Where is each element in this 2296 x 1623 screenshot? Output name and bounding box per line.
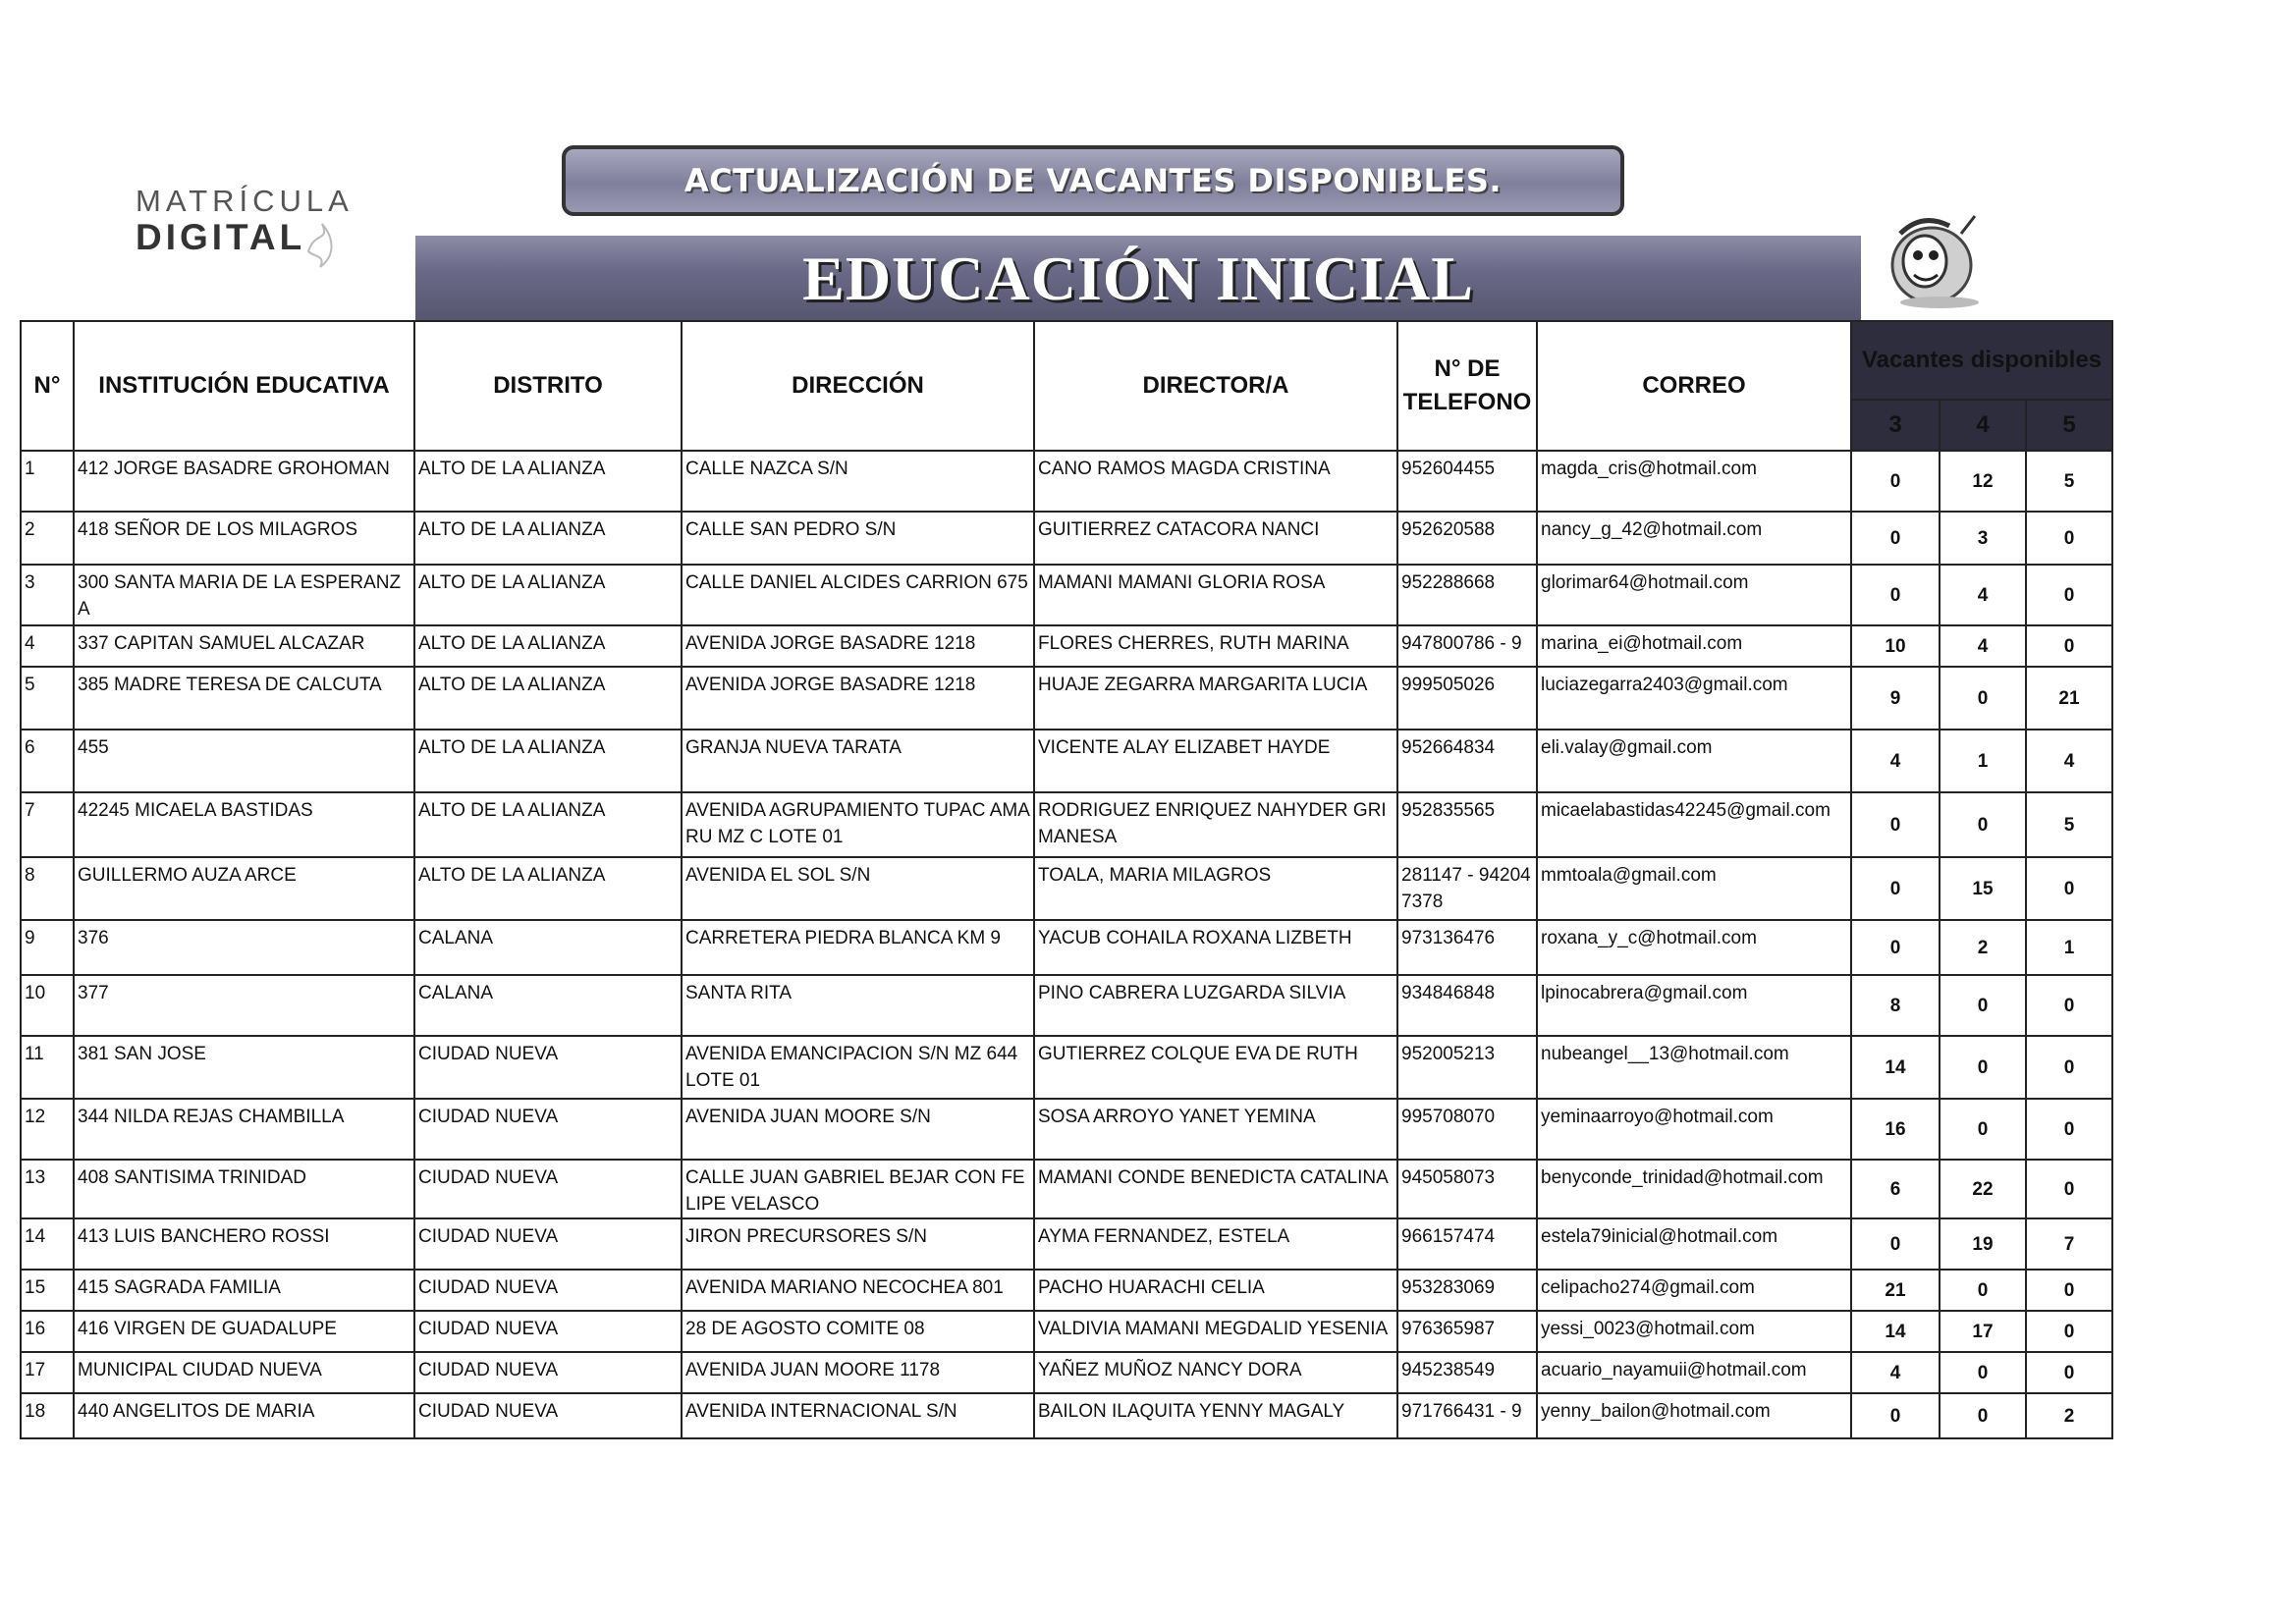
table-row bbox=[21, 512, 2112, 565]
cell-vac-5: 0 bbox=[2026, 1099, 2112, 1160]
cell-telefono: 995708070 bbox=[1397, 1099, 1537, 1160]
cell-vac-5: 0 bbox=[2026, 1352, 2112, 1393]
cell-n: 3 bbox=[21, 565, 74, 625]
cell-institucion: 416 VIRGEN DE GUADALUPE bbox=[74, 1311, 414, 1352]
cell-institucion: 408 SANTISIMA TRINIDAD bbox=[74, 1160, 414, 1218]
cell-correo: yenny_bailon@hotmail.com bbox=[1537, 1393, 1851, 1438]
cell-distrito: CIUDAD NUEVA bbox=[414, 1270, 682, 1311]
table-row bbox=[21, 1270, 2112, 1311]
cell-n: 10 bbox=[21, 975, 74, 1036]
cell-distrito: ALTO DE LA ALIANZA bbox=[414, 730, 682, 792]
cell-direccion: CALLE DANIEL ALCIDES CARRION 675 bbox=[682, 565, 1034, 625]
table-row bbox=[21, 1099, 2112, 1160]
cell-correo: estela79inicial@hotmail.com bbox=[1537, 1218, 1851, 1270]
cell-distrito: CIUDAD NUEVA bbox=[414, 1352, 682, 1393]
table-row bbox=[21, 857, 2112, 920]
banner-main-text: EDUCACIÓN INICIAL bbox=[802, 243, 1474, 313]
cell-vac-5: 21 bbox=[2026, 667, 2112, 730]
table-row bbox=[21, 1218, 2112, 1270]
cell-distrito: CALANA bbox=[414, 975, 682, 1036]
cell-distrito: CIUDAD NUEVA bbox=[414, 1036, 682, 1099]
cell-distrito: CIUDAD NUEVA bbox=[414, 1218, 682, 1270]
cell-telefono: 952005213 bbox=[1397, 1036, 1537, 1099]
cell-director: FLORES CHERRES, RUTH MARINA bbox=[1034, 625, 1397, 667]
header-vacantes: Vacantes disponibles bbox=[1851, 321, 2112, 400]
cell-correo: lpinocabrera@gmail.com bbox=[1537, 975, 1851, 1036]
cell-correo: micaelabastidas42245@gmail.com bbox=[1537, 792, 1851, 857]
cell-vac-3: 0 bbox=[1851, 857, 1940, 920]
header-correo: CORREO bbox=[1537, 321, 1851, 451]
table-row bbox=[21, 920, 2112, 975]
header-vac-4: 4 bbox=[1940, 400, 2026, 451]
banner-top-text: ACTUALIZACIÓN DE VACANTES DISPONIBLES. bbox=[683, 162, 1503, 199]
header-vac-3: 3 bbox=[1851, 400, 1940, 451]
table-row bbox=[21, 792, 2112, 857]
cell-distrito: CIUDAD NUEVA bbox=[414, 1311, 682, 1352]
cell-distrito: ALTO DE LA ALIANZA bbox=[414, 667, 682, 730]
header-telefono: N° DE TELEFONO bbox=[1397, 321, 1537, 451]
mascot-icon bbox=[1871, 204, 1989, 312]
cell-distrito: ALTO DE LA ALIANZA bbox=[414, 792, 682, 857]
cell-correo: magda_cris@hotmail.com bbox=[1537, 451, 1851, 512]
cell-vac-4: 4 bbox=[1940, 565, 2026, 625]
cell-vac-3: 16 bbox=[1851, 1099, 1940, 1160]
cell-vac-3: 14 bbox=[1851, 1036, 1940, 1099]
cell-direccion: AVENIDA INTERNACIONAL S/N bbox=[682, 1393, 1034, 1438]
cell-institucion: 300 SANTA MARIA DE LA ESPERANZA bbox=[74, 565, 414, 625]
cell-institucion: 413 LUIS BANCHERO ROSSI bbox=[74, 1218, 414, 1270]
table-row bbox=[21, 730, 2112, 792]
cell-n: 15 bbox=[21, 1270, 74, 1311]
header-vac-5: 5 bbox=[2026, 400, 2112, 451]
cell-vac-4: 3 bbox=[1940, 512, 2026, 565]
cell-correo: yeminaarroyo@hotmail.com bbox=[1537, 1099, 1851, 1160]
cell-director: CANO RAMOS MAGDA CRISTINA bbox=[1034, 451, 1397, 512]
cell-vac-3: 9 bbox=[1851, 667, 1940, 730]
cell-vac-4: 0 bbox=[1940, 1099, 2026, 1160]
cell-n: 16 bbox=[21, 1311, 74, 1352]
cell-correo: acuario_nayamuii@hotmail.com bbox=[1537, 1352, 1851, 1393]
cell-vac-4: 0 bbox=[1940, 1393, 2026, 1438]
cell-correo: marina_ei@hotmail.com bbox=[1537, 625, 1851, 667]
cell-director: VALDIVIA MAMANI MEGDALID YESENIA bbox=[1034, 1311, 1397, 1352]
cell-vac-3: 0 bbox=[1851, 1393, 1940, 1438]
cell-institucion: 381 SAN JOSE bbox=[74, 1036, 414, 1099]
cell-vac-4: 0 bbox=[1940, 667, 2026, 730]
cell-vac-5: 0 bbox=[2026, 625, 2112, 667]
cell-vac-5: 0 bbox=[2026, 1270, 2112, 1311]
cell-vac-4: 12 bbox=[1940, 451, 2026, 512]
cell-director: SOSA ARROYO YANET YEMINA bbox=[1034, 1099, 1397, 1160]
cell-n: 6 bbox=[21, 730, 74, 792]
cell-distrito: CALANA bbox=[414, 920, 682, 975]
cell-n: 12 bbox=[21, 1099, 74, 1160]
cell-telefono: 281147 - 942047378 bbox=[1397, 857, 1537, 920]
cell-institucion: 377 bbox=[74, 975, 414, 1036]
cell-director: GUITIERREZ CATACORA NANCI bbox=[1034, 512, 1397, 565]
cell-director: PACHO HUARACHI CELIA bbox=[1034, 1270, 1397, 1311]
cell-distrito: ALTO DE LA ALIANZA bbox=[414, 565, 682, 625]
cell-direccion: 28 DE AGOSTO COMITE 08 bbox=[682, 1311, 1034, 1352]
cell-vac-4: 2 bbox=[1940, 920, 2026, 975]
cell-vac-3: 0 bbox=[1851, 792, 1940, 857]
cell-correo: nubeangel__13@hotmail.com bbox=[1537, 1036, 1851, 1099]
cell-institucion: 440 ANGELITOS DE MARIA bbox=[74, 1393, 414, 1438]
cell-institucion: 455 bbox=[74, 730, 414, 792]
cell-vac-5: 0 bbox=[2026, 1160, 2112, 1218]
cell-n: 5 bbox=[21, 667, 74, 730]
cell-director: TOALA, MARIA MILAGROS bbox=[1034, 857, 1397, 920]
cell-vac-3: 6 bbox=[1851, 1160, 1940, 1218]
cell-correo: mmtoala@gmail.com bbox=[1537, 857, 1851, 920]
cell-telefono: 973136476 bbox=[1397, 920, 1537, 975]
header-direccion: DIRECCIÓN bbox=[682, 321, 1034, 451]
cell-telefono: 999505026 bbox=[1397, 667, 1537, 730]
cell-vac-4: 17 bbox=[1940, 1311, 2026, 1352]
cell-vac-4: 0 bbox=[1940, 1036, 2026, 1099]
cell-institucion: 385 MADRE TERESA DE CALCUTA bbox=[74, 667, 414, 730]
cell-director: VICENTE ALAY ELIZABET HAYDE bbox=[1034, 730, 1397, 792]
logo-line2: DIGITAL bbox=[136, 217, 306, 257]
cell-vac-5: 0 bbox=[2026, 512, 2112, 565]
cell-telefono: 952835565 bbox=[1397, 792, 1537, 857]
cell-vac-3: 0 bbox=[1851, 920, 1940, 975]
cell-telefono: 953283069 bbox=[1397, 1270, 1537, 1311]
cell-telefono: 934846848 bbox=[1397, 975, 1537, 1036]
cell-vac-5: 4 bbox=[2026, 730, 2112, 792]
cell-director: AYMA FERNANDEZ, ESTELA bbox=[1034, 1218, 1397, 1270]
cell-distrito: ALTO DE LA ALIANZA bbox=[414, 625, 682, 667]
cell-vac-5: 2 bbox=[2026, 1393, 2112, 1438]
cell-direccion: AVENIDA JUAN MOORE S/N bbox=[682, 1099, 1034, 1160]
cell-institucion: 415 SAGRADA FAMILIA bbox=[74, 1270, 414, 1311]
cell-direccion: JIRON PRECURSORES S/N bbox=[682, 1218, 1034, 1270]
cell-direccion: AVENIDA EL SOL S/N bbox=[682, 857, 1034, 920]
cell-vac-5: 5 bbox=[2026, 451, 2112, 512]
cell-telefono: 952620588 bbox=[1397, 512, 1537, 565]
cell-director: HUAJE ZEGARRA MARGARITA LUCIA bbox=[1034, 667, 1397, 730]
table-row bbox=[21, 451, 2112, 512]
cell-telefono: 971766431 - 9 bbox=[1397, 1393, 1537, 1438]
cell-vac-3: 4 bbox=[1851, 1352, 1940, 1393]
cell-vac-4: 1 bbox=[1940, 730, 2026, 792]
cell-institucion: 376 bbox=[74, 920, 414, 975]
cell-n: 14 bbox=[21, 1218, 74, 1270]
cell-director: BAILON ILAQUITA YENNY MAGALY bbox=[1034, 1393, 1397, 1438]
cell-institucion: 344 NILDA REJAS CHAMBILLA bbox=[74, 1099, 414, 1160]
table-row bbox=[21, 1352, 2112, 1393]
cell-vac-4: 19 bbox=[1940, 1218, 2026, 1270]
cell-vac-4: 0 bbox=[1940, 1270, 2026, 1311]
cell-telefono: 976365987 bbox=[1397, 1311, 1537, 1352]
cell-direccion: SANTA RITA bbox=[682, 975, 1034, 1036]
cell-director: MAMANI MAMANI GLORIA ROSA bbox=[1034, 565, 1397, 625]
cell-director: MAMANI CONDE BENEDICTA CATALINA bbox=[1034, 1160, 1397, 1218]
vacancies-table bbox=[20, 320, 2113, 1439]
cell-n: 8 bbox=[21, 857, 74, 920]
cell-correo: nancy_g_42@hotmail.com bbox=[1537, 512, 1851, 565]
cell-vac-3: 8 bbox=[1851, 975, 1940, 1036]
cell-n: 9 bbox=[21, 920, 74, 975]
cell-vac-4: 0 bbox=[1940, 975, 2026, 1036]
cell-telefono: 945238549 bbox=[1397, 1352, 1537, 1393]
cell-vac-3: 0 bbox=[1851, 1218, 1940, 1270]
cell-director: RODRIGUEZ ENRIQUEZ NAHYDER GRIMANESA bbox=[1034, 792, 1397, 857]
table-row bbox=[21, 1036, 2112, 1099]
cell-n: 17 bbox=[21, 1352, 74, 1393]
cell-telefono: 945058073 bbox=[1397, 1160, 1537, 1218]
table-row bbox=[21, 565, 2112, 625]
cell-n: 1 bbox=[21, 451, 74, 512]
cell-correo: eli.valay@gmail.com bbox=[1537, 730, 1851, 792]
table-row bbox=[21, 625, 2112, 667]
cell-vac-3: 0 bbox=[1851, 565, 1940, 625]
cell-distrito: ALTO DE LA ALIANZA bbox=[414, 451, 682, 512]
table-row bbox=[21, 1311, 2112, 1352]
cell-telefono: 952288668 bbox=[1397, 565, 1537, 625]
cell-director: YACUB COHAILA ROXANA LIZBETH bbox=[1034, 920, 1397, 975]
cell-n: 11 bbox=[21, 1036, 74, 1099]
table-row bbox=[21, 1393, 2112, 1438]
cell-direccion: AVENIDA MARIANO NECOCHEA 801 bbox=[682, 1270, 1034, 1311]
cell-vac-5: 0 bbox=[2026, 1311, 2112, 1352]
cell-direccion: CALLE NAZCA S/N bbox=[682, 451, 1034, 512]
cell-telefono: 952664834 bbox=[1397, 730, 1537, 792]
cell-direccion: CARRETERA PIEDRA BLANCA KM 9 bbox=[682, 920, 1034, 975]
header-n: N° bbox=[21, 321, 74, 451]
table-row bbox=[21, 667, 2112, 730]
cell-distrito: ALTO DE LA ALIANZA bbox=[414, 512, 682, 565]
table-row bbox=[21, 975, 2112, 1036]
cell-institucion: GUILLERMO AUZA ARCE bbox=[74, 857, 414, 920]
cell-vac-5: 0 bbox=[2026, 975, 2112, 1036]
cell-n: 4 bbox=[21, 625, 74, 667]
header-institucion: INSTITUCIÓN EDUCATIVA bbox=[74, 321, 414, 451]
cell-institucion: 412 JORGE BASADRE GROHOMAN bbox=[74, 451, 414, 512]
cell-vac-5: 5 bbox=[2026, 792, 2112, 857]
logo-line1: MATRÍCULA bbox=[136, 184, 354, 218]
cell-telefono: 952604455 bbox=[1397, 451, 1537, 512]
table-row bbox=[21, 1160, 2112, 1218]
cell-direccion: AVENIDA AGRUPAMIENTO TUPAC AMARU MZ C LOTE 01 bbox=[682, 792, 1034, 857]
cell-correo: roxana_y_c@hotmail.com bbox=[1537, 920, 1851, 975]
cell-vac-4: 0 bbox=[1940, 792, 2026, 857]
cell-vac-3: 14 bbox=[1851, 1311, 1940, 1352]
cell-correo: glorimar64@hotmail.com bbox=[1537, 565, 1851, 625]
banner-education-level bbox=[415, 236, 1861, 322]
cell-director: GUTIERREZ COLQUE EVA DE RUTH bbox=[1034, 1036, 1397, 1099]
cell-telefono: 966157474 bbox=[1397, 1218, 1537, 1270]
cell-vac-3: 0 bbox=[1851, 451, 1940, 512]
header-distrito: DISTRITO bbox=[414, 321, 682, 451]
cell-vac-4: 4 bbox=[1940, 625, 2026, 667]
cell-n: 13 bbox=[21, 1160, 74, 1218]
cell-vac-4: 0 bbox=[1940, 1352, 2026, 1393]
cell-vac-4: 15 bbox=[1940, 857, 2026, 920]
cell-distrito: CIUDAD NUEVA bbox=[414, 1393, 682, 1438]
cell-direccion: GRANJA NUEVA TARATA bbox=[682, 730, 1034, 792]
cell-vac-5: 0 bbox=[2026, 1036, 2112, 1099]
cell-n: 2 bbox=[21, 512, 74, 565]
cell-institucion: MUNICIPAL CIUDAD NUEVA bbox=[74, 1352, 414, 1393]
cell-distrito: CIUDAD NUEVA bbox=[414, 1160, 682, 1218]
banner-update-vacancies bbox=[562, 145, 1624, 216]
cell-institucion: 337 CAPITAN SAMUEL ALCAZAR bbox=[74, 625, 414, 667]
cell-n: 18 bbox=[21, 1393, 74, 1438]
cell-vac-5: 0 bbox=[2026, 565, 2112, 625]
cell-distrito: CIUDAD NUEVA bbox=[414, 1099, 682, 1160]
cell-direccion: AVENIDA JORGE BASADRE 1218 bbox=[682, 625, 1034, 667]
cell-correo: yessi_0023@hotmail.com bbox=[1537, 1311, 1851, 1352]
logo-flame-icon bbox=[301, 222, 340, 271]
cell-n: 7 bbox=[21, 792, 74, 857]
cell-direccion: CALLE SAN PEDRO S/N bbox=[682, 512, 1034, 565]
cell-vac-5: 0 bbox=[2026, 857, 2112, 920]
cell-vac-4: 22 bbox=[1940, 1160, 2026, 1218]
cell-institucion: 418 SEÑOR DE LOS MILAGROS bbox=[74, 512, 414, 565]
cell-vac-3: 4 bbox=[1851, 730, 1940, 792]
header-director: DIRECTOR/A bbox=[1034, 321, 1397, 451]
cell-distrito: ALTO DE LA ALIANZA bbox=[414, 857, 682, 920]
cell-vac-3: 0 bbox=[1851, 512, 1940, 565]
cell-director: YAÑEZ MUÑOZ NANCY DORA bbox=[1034, 1352, 1397, 1393]
cell-correo: celipacho274@gmail.com bbox=[1537, 1270, 1851, 1311]
cell-vac-5: 1 bbox=[2026, 920, 2112, 975]
cell-correo: luciazegarra2403@gmail.com bbox=[1537, 667, 1851, 730]
cell-direccion: CALLE JUAN GABRIEL BEJAR CON FELIPE VELASCO bbox=[682, 1160, 1034, 1218]
cell-vac-3: 21 bbox=[1851, 1270, 1940, 1311]
cell-direccion: AVENIDA JORGE BASADRE 1218 bbox=[682, 667, 1034, 730]
cell-director: PINO CABRERA LUZGARDA SILVIA bbox=[1034, 975, 1397, 1036]
cell-correo: benyconde_trinidad@hotmail.com bbox=[1537, 1160, 1851, 1218]
cell-telefono: 947800786 - 9 bbox=[1397, 625, 1537, 667]
cell-institucion: 42245 MICAELA BASTIDAS bbox=[74, 792, 414, 857]
cell-direccion: AVENIDA JUAN MOORE 1178 bbox=[682, 1352, 1034, 1393]
cell-direccion: AVENIDA EMANCIPACION S/N MZ 644 LOTE 01 bbox=[682, 1036, 1034, 1099]
cell-vac-5: 7 bbox=[2026, 1218, 2112, 1270]
cell-vac-3: 10 bbox=[1851, 625, 1940, 667]
